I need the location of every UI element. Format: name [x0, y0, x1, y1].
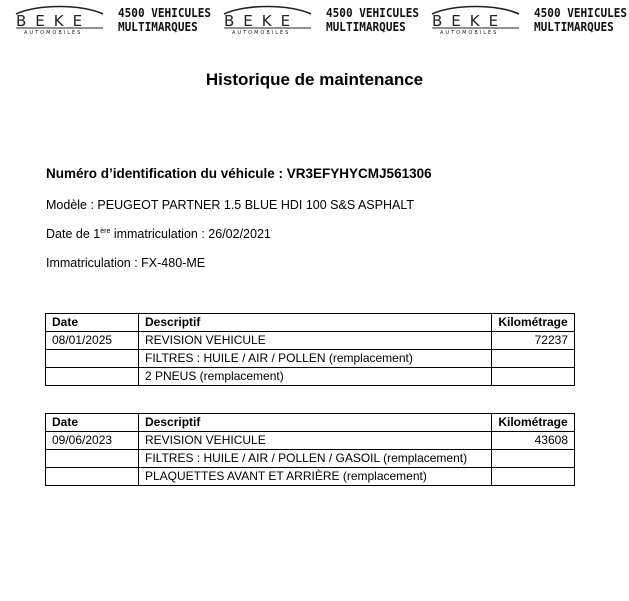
maintenance-table-1 [45, 313, 575, 386]
cell-descriptif: PLAQUETTES AVANT ET ARRIÈRE (remplacement) [139, 468, 492, 486]
brand-tagline [118, 6, 211, 34]
cell-date [46, 350, 139, 368]
cell-descriptif: FILTRES : HUILE / AIR / POLLEN / GASOIL (remplacement) [139, 450, 492, 468]
page-title: Historique de maintenance [205, 70, 424, 89]
table-row [46, 368, 575, 386]
tagline-line-1: 4500 VEHICULES [534, 6, 628, 20]
reg-date-value: 26/02/2021 [208, 227, 271, 241]
model-value: PEUGEOT PARTNER 1.5 BLUE HDI 100 S&S ASPHALT [97, 198, 414, 212]
reg-date-suffix: immatriculation : [110, 227, 209, 241]
logo-word: BEKE [16, 12, 92, 30]
beke-logo [220, 4, 315, 40]
plate-line [46, 256, 205, 270]
tagline-line-1: 4500 VEHICULES [118, 6, 212, 20]
table-row [46, 468, 575, 486]
model-line [46, 198, 414, 212]
logo-subtitle: AUTOMOBILES [232, 30, 291, 36]
header-banner [12, 4, 628, 40]
logo-subtitle: AUTOMOBILES [24, 30, 83, 36]
beke-logo [428, 4, 523, 40]
cell-date: 08/01/2025 [46, 332, 139, 350]
reg-date-superscript: ère [100, 228, 111, 235]
header-date: Date [46, 414, 139, 432]
cell-kilometrage [492, 468, 575, 486]
header-descriptif: Descriptif [139, 414, 492, 432]
beke-logo [12, 4, 107, 40]
plate-value: FX-480-ME [141, 256, 206, 270]
header-kilometrage: Kilométrage [492, 414, 575, 432]
tagline-line-1: 4500 VEHICULES [326, 6, 420, 20]
model-label: Modèle : [46, 198, 98, 212]
header-kilometrage: Kilométrage [492, 314, 575, 332]
cell-date [46, 368, 139, 386]
logo-word: BEKE [432, 12, 508, 30]
table-header-row [46, 414, 575, 432]
table-row [46, 332, 575, 350]
reg-date-prefix: Date de 1 [46, 227, 101, 241]
brand-tagline [534, 6, 627, 34]
cell-descriptif: REVISION VEHICULE [139, 432, 492, 450]
maintenance-table-2 [45, 413, 575, 486]
logo-word: BEKE [224, 12, 300, 30]
vin-line [46, 166, 432, 181]
table-row [46, 450, 575, 468]
cell-descriptif: FILTRES : HUILE / AIR / POLLEN (remplacement) [139, 350, 492, 368]
table-row [46, 432, 575, 450]
brand-block-3 [428, 4, 628, 40]
cell-kilometrage: 72237 [492, 332, 575, 350]
registration-date-line [46, 227, 271, 241]
vin-value: VR3EFYHYCMJ561306 [286, 166, 432, 181]
cell-date [46, 468, 139, 486]
cell-descriptif: 2 PNEUS (remplacement) [139, 368, 492, 386]
table-row [46, 350, 575, 368]
cell-date: 09/06/2023 [46, 432, 139, 450]
cell-descriptif: REVISION VEHICULE [139, 332, 492, 350]
plate-label: Immatriculation : [46, 256, 142, 270]
cell-kilometrage [492, 350, 575, 368]
vin-label: Numéro d’identification du véhicule : [46, 166, 287, 181]
brand-block-2 [220, 4, 420, 40]
header-descriptif: Descriptif [139, 314, 492, 332]
tagline-line-2: MULTIMARQUES [118, 20, 198, 34]
header-date: Date [46, 314, 139, 332]
brand-tagline [326, 6, 419, 34]
logo-subtitle: AUTOMOBILES [440, 30, 499, 36]
tagline-line-2: MULTIMARQUES [326, 20, 406, 34]
cell-kilometrage [492, 450, 575, 468]
tagline-line-2: MULTIMARQUES [534, 20, 614, 34]
table-header-row [46, 314, 575, 332]
cell-kilometrage: 43608 [492, 432, 575, 450]
cell-kilometrage [492, 368, 575, 386]
brand-block-1 [12, 4, 212, 40]
cell-date [46, 450, 139, 468]
